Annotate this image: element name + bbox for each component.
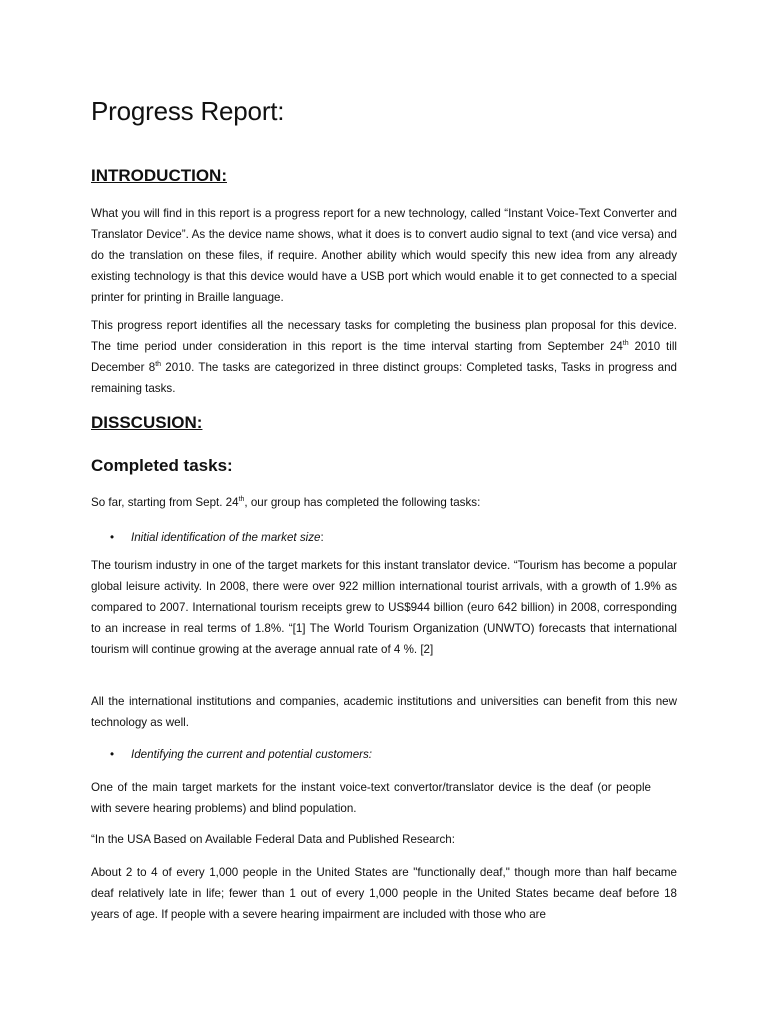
bullet-market-size <box>110 527 324 548</box>
usa-data-paragraph: “In the USA Based on Available Federal Data and Published Research: <box>91 833 455 846</box>
bullet-market-size-text: Initial identification of the market size <box>131 531 321 544</box>
so-far-text-b: , our group has completed the following tasks: <box>244 496 481 509</box>
so-far-paragraph <box>91 492 677 513</box>
intro-paragraph-2 <box>91 315 677 399</box>
bullet-market-size-colon: : <box>320 531 324 544</box>
target-market-paragraph: One of the main target markets for the instant voice-text convertor/translator device is the deaf (or people with severe hearing problems) and blind population. <box>91 781 651 815</box>
so-far-superscript: th <box>238 496 245 504</box>
functionally-deaf-paragraph: About 2 to 4 of every 1,000 people in the United States are "functionally deaf," though more than half became deaf relatively late in life; fewer than 1 out of every 1,000 people in the United States became deaf before 18 years of age. If people with a severe hearing impairment are included with those who are <box>91 866 677 921</box>
intro-p2-text-c: 2010. The tasks are categorized in three distinct groups: Completed tasks, Tasks in progress and remaining tasks. <box>91 361 677 395</box>
discussion-heading: DISSCUSION: <box>91 413 203 432</box>
intro-paragraph-1: What you will find in this report is a progress report for a new technology, called “Instant Voice-Text Converter and Translator Device”. As the device name shows, what it does is to convert audio signal to text (and vice versa) and do the translation on these files, if require. Another ability which would specify this new idea from any already existing technology is that this device would have a USB port which would enable it to get connected to a special printer for printing in Braille language. <box>91 207 677 304</box>
intro-p2-text-a: This progress report identifies all the necessary tasks for completing the business plan proposal for this device. The time period under consideration in this report is the time interval starting from September 24 <box>91 319 677 353</box>
institutions-paragraph: All the international institutions and companies, academic institutions and universities can benefit from this new technology as well. <box>91 695 677 729</box>
so-far-text-a: So far, starting from Sept. 24 <box>91 496 239 509</box>
tourism-paragraph: The tourism industry in one of the target markets for this instant translator device. “Tourism has become a popular global leisure activity. In 2008, there were over 922 million international tourist arrivals, with a growth of 1.9% as compared to 2007. International tourism receipts grew to US$944 billion (euro 642 billion) in 2008, corresponding to an increase in real terms of 1.8%. “[1] The World Tourism Organization (UNWTO) forecasts that international tourism will continue growing at the average annual rate of 4 %. [2] <box>91 559 677 656</box>
intro-p2-text-b: 2010 till December 8 <box>91 340 677 374</box>
intro-p2-superscript-1: th <box>622 340 629 348</box>
page-title: Progress Report: <box>91 96 285 126</box>
bullet-customers <box>110 744 372 765</box>
bullet-customers-text: Identifying the current and potential customers: <box>131 748 373 761</box>
completed-tasks-heading: Completed tasks: <box>91 456 233 475</box>
intro-p2-superscript-2: th <box>155 361 162 369</box>
bullet-dot-icon: • <box>110 748 115 761</box>
introduction-heading: INTRODUCTION: <box>91 166 227 185</box>
bullet-dot-icon: • <box>110 531 115 544</box>
document-page <box>91 0 677 1024</box>
